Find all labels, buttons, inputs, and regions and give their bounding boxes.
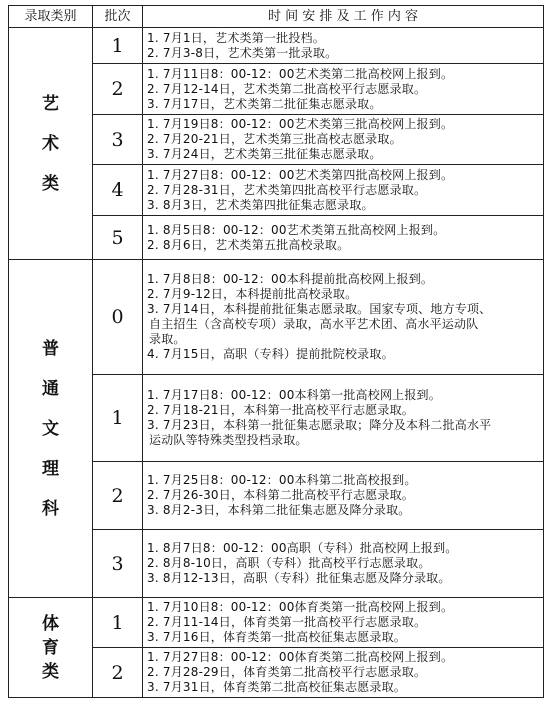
header-category: 录取类别 — [9, 6, 93, 28]
schedule-line: 1. 7月17日8：00-12：00本科第一批高校网上报到。 — [147, 388, 441, 402]
schedule-line: 3. 7月14日，本科提前批征集志愿录取。国家专项、地方专项、 — [147, 302, 492, 316]
schedule-line: 1. 7月10日8：00-12：00体育类第一批高校网上报到。 — [147, 600, 454, 614]
table-row — [9, 260, 544, 375]
batch-schedule — [143, 530, 544, 598]
batch-number: 2 — [93, 462, 143, 530]
schedule-line: 2. 8月6日，艺术类第五批高校录取。 — [147, 237, 350, 252]
category-label: 体育类 — [41, 613, 59, 682]
schedule-line: 3. 8月2-3日，本科第二批征集志愿及降分录取。 — [147, 503, 411, 517]
batch-schedule — [143, 28, 544, 64]
schedule-body — [9, 28, 544, 698]
schedule-line: 2. 8月8-10日，高职（专科）批高校平行志愿录取。 — [147, 556, 431, 570]
batch-number: 1 — [93, 375, 143, 462]
batch-schedule — [143, 375, 544, 462]
batch-number: 2 — [93, 64, 143, 115]
schedule-line: 1. 7月27日8：00-12：00艺术类第四批高校网上报到。 — [147, 167, 454, 182]
schedule-line: 3. 7月24日，艺术类第三批征集志愿录取。 — [147, 147, 382, 161]
schedule-line: 2. 7月18-21日，本科第一批高校平行志愿录取。 — [147, 403, 414, 417]
batch-number: 3 — [93, 115, 143, 165]
schedule-line: 1. 7月1日，艺术类第一批投档。 — [147, 30, 325, 45]
schedule-line: 录取。 — [149, 332, 186, 346]
batch-number: 4 — [93, 165, 143, 216]
header-content: 时 间 安 排 及 工 作 内 容 — [143, 6, 544, 28]
table-row — [9, 28, 544, 64]
schedule-line: 2. 7月3-8日，艺术类第一批录取。 — [147, 45, 338, 60]
batch-number: 0 — [93, 260, 143, 375]
schedule-line: 1. 8月5日8：00-12：00艺术类第五批高校网上报到。 — [147, 222, 446, 237]
schedule-line: 2. 7月9-12日，本科提前批高校录取。 — [147, 287, 358, 301]
batch-schedule — [143, 462, 544, 530]
schedule-line: 2. 7月11-14日，体育类第一批高校平行志愿录取。 — [147, 615, 427, 629]
category-label: 艺术类 — [41, 93, 59, 194]
batch-schedule — [143, 216, 544, 260]
schedule-line: 1. 7月27日8：00-12：00体育类第二批高校网上报到。 — [147, 650, 454, 664]
batch-number: 1 — [93, 598, 143, 648]
schedule-line: 运动队等特殊类型投档录取。 — [149, 433, 308, 447]
category-cell — [9, 28, 93, 260]
schedule-line: 1. 7月25日8：00-12：00本科第二批高校报到。 — [147, 473, 417, 487]
schedule-line: 1. 7月19日8：00-12：00艺术类第三批高校网上报到。 — [147, 117, 454, 131]
category-cell — [9, 260, 93, 598]
batch-number: 1 — [93, 28, 143, 64]
schedule-line: 2. 7月28-31日，艺术类第四批高校平行志愿录取。 — [147, 182, 427, 197]
header-batch: 批次 — [93, 6, 143, 28]
schedule-line: 2. 7月12-14日，艺术类第二批高校平行志愿录取。 — [147, 81, 427, 96]
category-label: 普通文理科 — [41, 338, 59, 519]
batch-schedule — [143, 115, 544, 165]
schedule-line: 自主招生（含高校专项）录取，高水平艺术团、高水平运动队 — [149, 317, 479, 331]
table-row — [9, 598, 544, 648]
schedule-line: 3. 7月17日，艺术类第二批征集志愿录取。 — [147, 96, 382, 111]
schedule-line: 2. 7月28-29日，体育类第二批高校平行志愿录取。 — [147, 665, 427, 679]
schedule-line: 3. 7月23日，本科第一批征集志愿录取；降分及本科二批高水平 — [147, 418, 492, 432]
batch-number: 3 — [93, 530, 143, 598]
schedule-line: 3. 8月12-13日，高职（专科）批征集志愿及降分录取。 — [147, 571, 451, 585]
header-row — [9, 6, 544, 28]
batch-schedule — [143, 648, 544, 698]
schedule-line: 1. 8月7日8：00-12：00高职（专科）批高校网上报到。 — [147, 541, 458, 555]
schedule-table — [8, 5, 544, 698]
category-cell — [9, 598, 93, 698]
schedule-line: 1. 7月8日8：00-12：00本科提前批高校网上报到。 — [147, 272, 434, 286]
schedule-line: 3. 8月3日，艺术类第四批征集志愿录取。 — [147, 197, 374, 212]
schedule-line: 1. 7月11日8：00-12：00艺术类第二批高校网上报到。 — [147, 66, 454, 81]
batch-schedule — [143, 260, 544, 375]
schedule-line: 2. 7月26-30日，本科第二批高校平行志愿录取。 — [147, 488, 414, 502]
schedule-line: 3. 7月31日，体育类第二批高校征集志愿录取。 — [147, 680, 406, 694]
batch-schedule — [143, 64, 544, 115]
schedule-line: 2. 7月20-21日，艺术类第三批高校志愿录取。 — [147, 132, 402, 146]
batch-schedule — [143, 165, 544, 216]
batch-schedule — [143, 598, 544, 648]
batch-number: 5 — [93, 216, 143, 260]
schedule-line: 4. 7月15日，高职（专科）提前批院校录取。 — [147, 347, 394, 361]
schedule-line: 3. 7月16日，体育类第一批高校征集志愿录取。 — [147, 630, 406, 644]
batch-number: 2 — [93, 648, 143, 698]
